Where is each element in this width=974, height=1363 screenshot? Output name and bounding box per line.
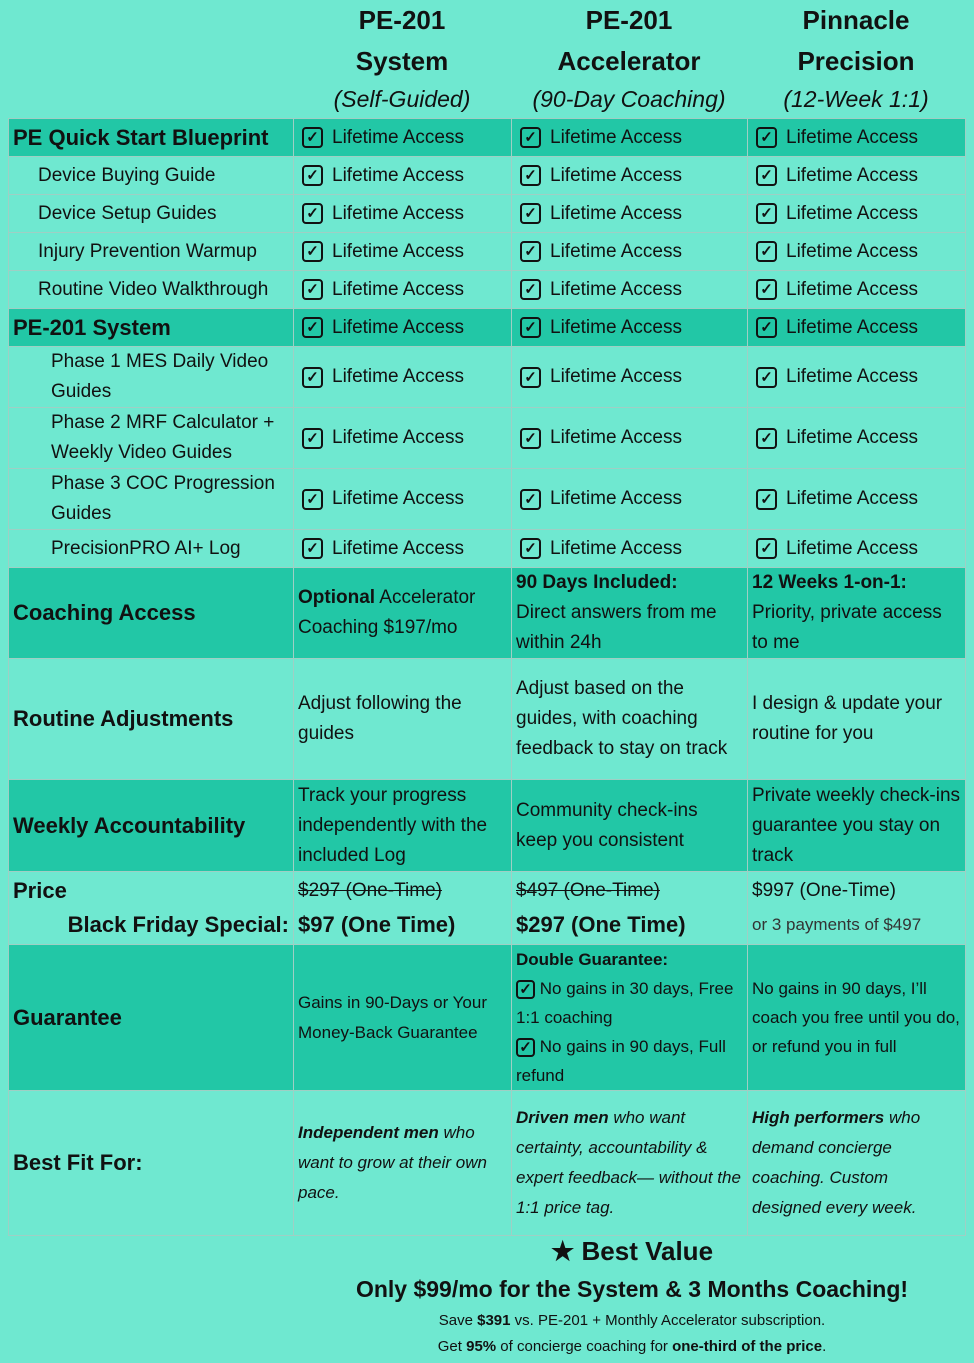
cell [748, 157, 966, 195]
row-label: Device Buying Guide [9, 157, 294, 195]
checkbox-icon: ✓ [520, 489, 541, 510]
cell [748, 271, 966, 309]
checkbox-icon: ✓ [302, 317, 323, 338]
cell: Private weekly check-ins guarantee you stay on track [748, 780, 966, 872]
access-label: Lifetime Access [786, 316, 918, 338]
feature-row [9, 347, 966, 408]
access-label: Lifetime Access [332, 366, 464, 388]
cell: Track your progress independently with the included Log [294, 780, 512, 872]
column-subtitle: (Self-Guided) [333, 86, 471, 112]
checkbox-icon: ✓ [302, 428, 323, 449]
cell [294, 233, 512, 271]
column-subtitle: (90-Day Coaching) [532, 86, 726, 112]
access-label: Lifetime Access [550, 488, 682, 510]
access-label: Lifetime Access [550, 537, 682, 559]
access-label: Lifetime Access [786, 537, 918, 559]
column-subtitle: (12-Week 1:1) [783, 86, 929, 112]
row-label: Phase 3 COC Progression Guides [9, 469, 294, 530]
cell: Optional Accelerator Coaching $197/mo [294, 568, 512, 659]
cell: Double Guarantee: ✓ No gains in 30 days, Free 1:1 coaching ✓ No gains in 90 days, Full refund [512, 945, 748, 1091]
feature-row [9, 157, 966, 195]
feature-row [9, 271, 966, 309]
access-label: Lifetime Access [550, 316, 682, 338]
cell [512, 309, 748, 347]
cell: 12 Weeks 1-on-1: Priority, private access to me [748, 568, 966, 659]
cell [294, 530, 512, 568]
checkbox-icon: ✓ [756, 317, 777, 338]
cell: Independent men who want to grow at their own pace. [294, 1091, 512, 1236]
cell [512, 408, 748, 469]
price-row [9, 872, 966, 945]
cell [294, 119, 512, 157]
column-header-system [293, 0, 511, 118]
coaching-row [9, 568, 966, 659]
cell: Gains in 90-Days or Your Money-Back Guarantee [294, 945, 512, 1091]
cell [294, 195, 512, 233]
checkbox-icon: ✓ [516, 1038, 535, 1057]
row-label: Routine Video Walkthrough [9, 271, 294, 309]
star-icon: ★ [550, 1236, 575, 1266]
cell: 90 Days Included: Direct answers from me within 24h [512, 568, 748, 659]
cell: No gains in 90 days, I’ll coach you free until you do, or refund you in full [748, 945, 966, 1091]
cell [294, 157, 512, 195]
row-label: Device Setup Guides [9, 195, 294, 233]
price-label-cell: Price Black Friday Special: [9, 872, 294, 945]
column-title: Precision [797, 46, 915, 76]
checkbox-icon: ✓ [302, 538, 323, 559]
access-label: Lifetime Access [786, 126, 918, 148]
column-title: PE-201 [585, 5, 673, 35]
access-label: Lifetime Access [550, 202, 682, 224]
row-label: Phase 2 MRF Calculator + Weekly Video Guides [9, 408, 294, 469]
cell: $297 (One-Time) $97 (One Time) [294, 872, 512, 945]
feature-row [9, 408, 966, 469]
cell [512, 347, 748, 408]
checkbox-icon: ✓ [302, 489, 323, 510]
access-label: Lifetime Access [332, 202, 464, 224]
checkbox-icon: ✓ [756, 538, 777, 559]
checkbox-icon: ✓ [520, 127, 541, 148]
checkbox-icon: ✓ [520, 428, 541, 449]
access-label: Lifetime Access [550, 164, 682, 186]
access-label: Lifetime Access [550, 240, 682, 262]
row-label: Guarantee [9, 945, 294, 1091]
row-label: Phase 1 MES Daily Video Guides [9, 347, 294, 408]
checkbox-icon: ✓ [520, 317, 541, 338]
checkbox-icon: ✓ [520, 203, 541, 224]
row-label: PE-201 System [9, 309, 294, 347]
cell [294, 347, 512, 408]
cell [748, 119, 966, 157]
access-label: Lifetime Access [332, 427, 464, 449]
column-title: PE-201 [358, 5, 446, 35]
savings-text: Save $391 vs. PE-201 + Monthly Accelerator subscription. [438, 1312, 826, 1329]
cell [748, 347, 966, 408]
feature-row [9, 530, 966, 568]
checkbox-icon: ✓ [756, 489, 777, 510]
access-label: Lifetime Access [786, 240, 918, 262]
cell [512, 119, 748, 157]
access-label: Lifetime Access [332, 240, 464, 262]
checkbox-icon: ✓ [520, 279, 541, 300]
checkbox-icon: ✓ [756, 279, 777, 300]
feature-row [9, 119, 966, 157]
cell [512, 271, 748, 309]
feature-row [9, 195, 966, 233]
cell: Driven men who want certainty, accountability & expert feedback— without the 1:1 price tag. [512, 1091, 748, 1236]
checkbox-icon: ✓ [302, 367, 323, 388]
comparison-table [8, 118, 966, 1236]
routine-row [9, 659, 966, 780]
offer-headline: Only $99/mo for the System & 3 Months Coaching! [355, 1276, 909, 1302]
feature-row [9, 233, 966, 271]
access-label: Lifetime Access [786, 202, 918, 224]
access-label: Lifetime Access [786, 488, 918, 510]
column-title: Pinnacle [802, 5, 910, 35]
checkbox-icon: ✓ [756, 127, 777, 148]
column-header-accelerator [511, 0, 747, 118]
access-label: Lifetime Access [550, 126, 682, 148]
cell [748, 309, 966, 347]
access-label: Lifetime Access [786, 164, 918, 186]
checkbox-icon: ✓ [756, 241, 777, 262]
cell: $497 (One-Time) $297 (One Time) [512, 872, 748, 945]
cell [512, 469, 748, 530]
column-title: Accelerator [557, 46, 701, 76]
guarantee-row [9, 945, 966, 1091]
cell [512, 530, 748, 568]
access-label: Lifetime Access [332, 537, 464, 559]
access-label: Lifetime Access [550, 366, 682, 388]
checkbox-icon: ✓ [520, 367, 541, 388]
row-label: Coaching Access [9, 568, 294, 659]
cell [748, 233, 966, 271]
cell: Adjust following the guides [294, 659, 512, 780]
cell: Community check-ins keep you consistent [512, 780, 748, 872]
checkbox-icon: ✓ [302, 279, 323, 300]
cell: I design & update your routine for you [748, 659, 966, 780]
checkbox-icon: ✓ [756, 203, 777, 224]
cell [294, 271, 512, 309]
checkbox-icon: ✓ [520, 241, 541, 262]
access-label: Lifetime Access [332, 488, 464, 510]
row-label: Routine Adjustments [9, 659, 294, 780]
access-label: Lifetime Access [786, 278, 918, 300]
column-header-pinnacle [747, 0, 965, 118]
checkbox-icon: ✓ [520, 165, 541, 186]
cell: $997 (One-Time) or 3 payments of $497 [748, 872, 966, 945]
best-value-badge: ★ Best Value [550, 1236, 714, 1266]
best-fit-row [9, 1091, 966, 1236]
checkbox-icon: ✓ [756, 428, 777, 449]
cell [294, 408, 512, 469]
cell [512, 233, 748, 271]
checkbox-icon: ✓ [756, 367, 777, 388]
access-label: Lifetime Access [550, 427, 682, 449]
cell [512, 157, 748, 195]
checkbox-icon: ✓ [756, 165, 777, 186]
cell: Adjust based on the guides, with coaching feedback to stay on track [512, 659, 748, 780]
cell [748, 408, 966, 469]
access-label: Lifetime Access [332, 164, 464, 186]
column-title: System [355, 46, 449, 76]
row-label: Best Fit For: [9, 1091, 294, 1236]
row-label: PrecisionPRO AI+ Log [9, 530, 294, 568]
access-label: Lifetime Access [332, 278, 464, 300]
black-friday-label: Black Friday Special: [67, 912, 289, 937]
checkbox-icon: ✓ [516, 980, 535, 999]
feature-row [9, 309, 966, 347]
access-label: Lifetime Access [550, 278, 682, 300]
value-text: Get 95% of concierge coaching for one-third of the price. [437, 1338, 827, 1355]
checkbox-icon: ✓ [302, 203, 323, 224]
row-label: Weekly Accountability [9, 780, 294, 872]
cell [512, 195, 748, 233]
cell: High performers who demand concierge coaching. Custom designed every week. [748, 1091, 966, 1236]
checkbox-icon: ✓ [302, 127, 323, 148]
checkbox-icon: ✓ [302, 241, 323, 262]
row-label: Injury Prevention Warmup [9, 233, 294, 271]
access-label: Lifetime Access [332, 126, 464, 148]
cell [748, 530, 966, 568]
row-label: PE Quick Start Blueprint [9, 119, 294, 157]
checkbox-icon: ✓ [302, 165, 323, 186]
cell [748, 469, 966, 530]
cell [748, 195, 966, 233]
feature-row [9, 469, 966, 530]
cell [294, 469, 512, 530]
access-label: Lifetime Access [786, 366, 918, 388]
cell [294, 309, 512, 347]
access-label: Lifetime Access [786, 427, 918, 449]
access-label: Lifetime Access [332, 316, 464, 338]
weekly-row [9, 780, 966, 872]
checkbox-icon: ✓ [520, 538, 541, 559]
